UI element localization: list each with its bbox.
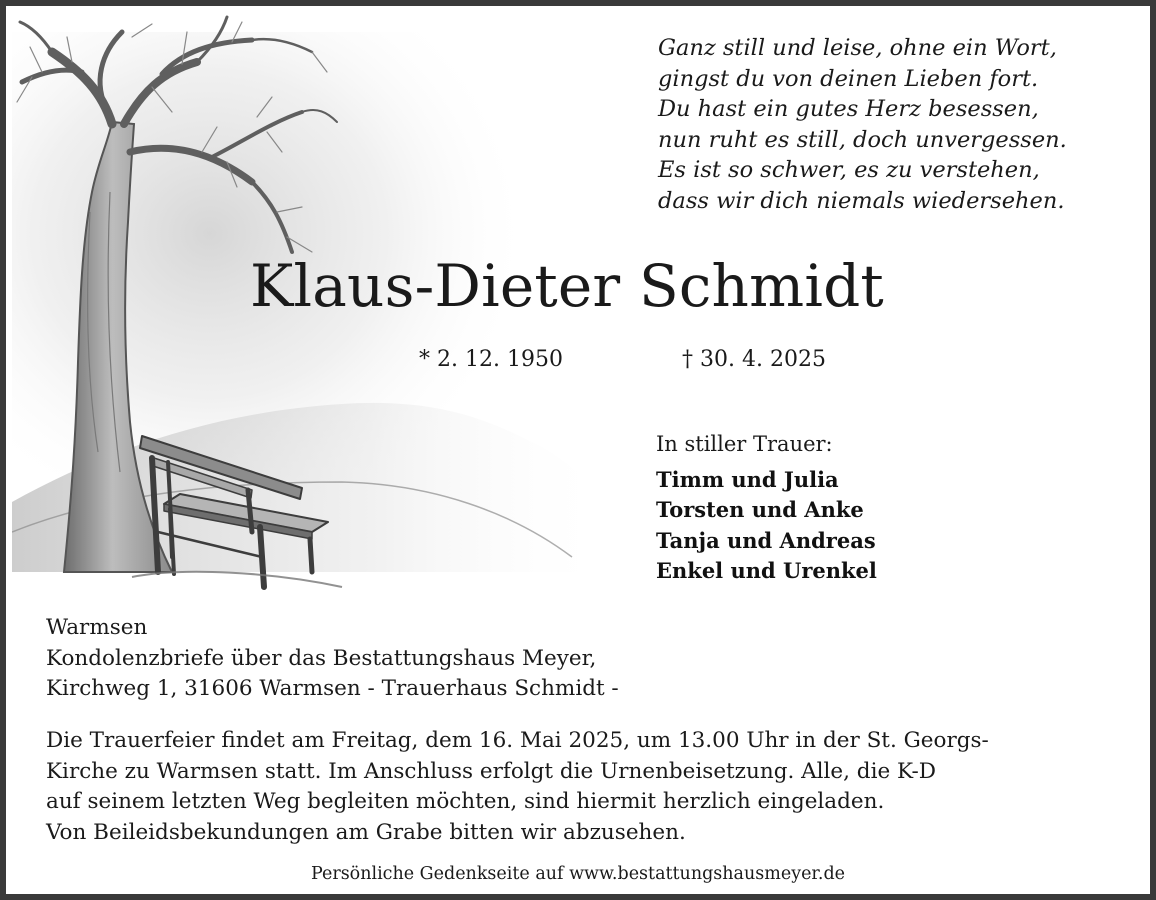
- funeral-line: Die Trauerfeier findet am Freitag, dem 16. Mai 2025, um 13.00 Uhr in der St. Georgs-: [46, 728, 989, 753]
- poem-line: Ganz still und leise, ohne ein Wort,: [658, 35, 1057, 61]
- death-date: † 30. 4. 2025: [682, 347, 826, 372]
- mourner-name: Enkel und Urenkel: [656, 557, 877, 583]
- poem-line: Es ist so schwer, es zu verstehen,: [658, 157, 1040, 184]
- mourner-name: Timm und Julia: [656, 467, 839, 492]
- memorial-page-footer: Persönliche Gedenkseite auf www.bestattungshausmeyer.de: [310, 864, 845, 884]
- funeral-line: Kirche zu Warmsen statt. Im Anschluss erfolgt die Urnenbeisetzung. Alle, die K-D: [46, 758, 937, 784]
- poem-line: dass wir dich niemals wiedersehen.: [658, 187, 1065, 214]
- poem-line: Du hast ein gutes Herz besessen,: [658, 96, 1039, 123]
- funeral-info: [46, 726, 989, 848]
- funeral-line: Von Beileidsbekundungen am Grabe bitten wir abzusehen.: [46, 819, 686, 845]
- deceased-name: Klaus-Dieter Schmidt: [250, 252, 884, 320]
- poem: [658, 33, 1067, 217]
- address-line: Kirchweg 1, 31606 Warmsen - Trauerhaus Schmidt -: [46, 676, 619, 701]
- mourners-label: In stiller Trauer:: [656, 432, 833, 456]
- address-line: Warmsen: [46, 615, 148, 640]
- poem-line: nun ruht es still, doch unvergessen.: [658, 126, 1067, 153]
- address-line: Kondolenzbriefe über das Bestattungshaus Meyer,: [46, 645, 597, 671]
- mourners-list: [656, 465, 877, 586]
- funeral-line: auf seinem letzten Weg begleiten möchten, sind hiermit herzlich eingeladen.: [46, 789, 885, 814]
- mourner-name: Torsten und Anke: [656, 497, 864, 523]
- address-block: [46, 613, 619, 705]
- birth-date: * 2. 12. 1950: [419, 347, 563, 372]
- mourner-name: Tanja und Andreas: [656, 527, 876, 553]
- poem-line: gingst du von deinen Lieben fort.: [658, 65, 1039, 92]
